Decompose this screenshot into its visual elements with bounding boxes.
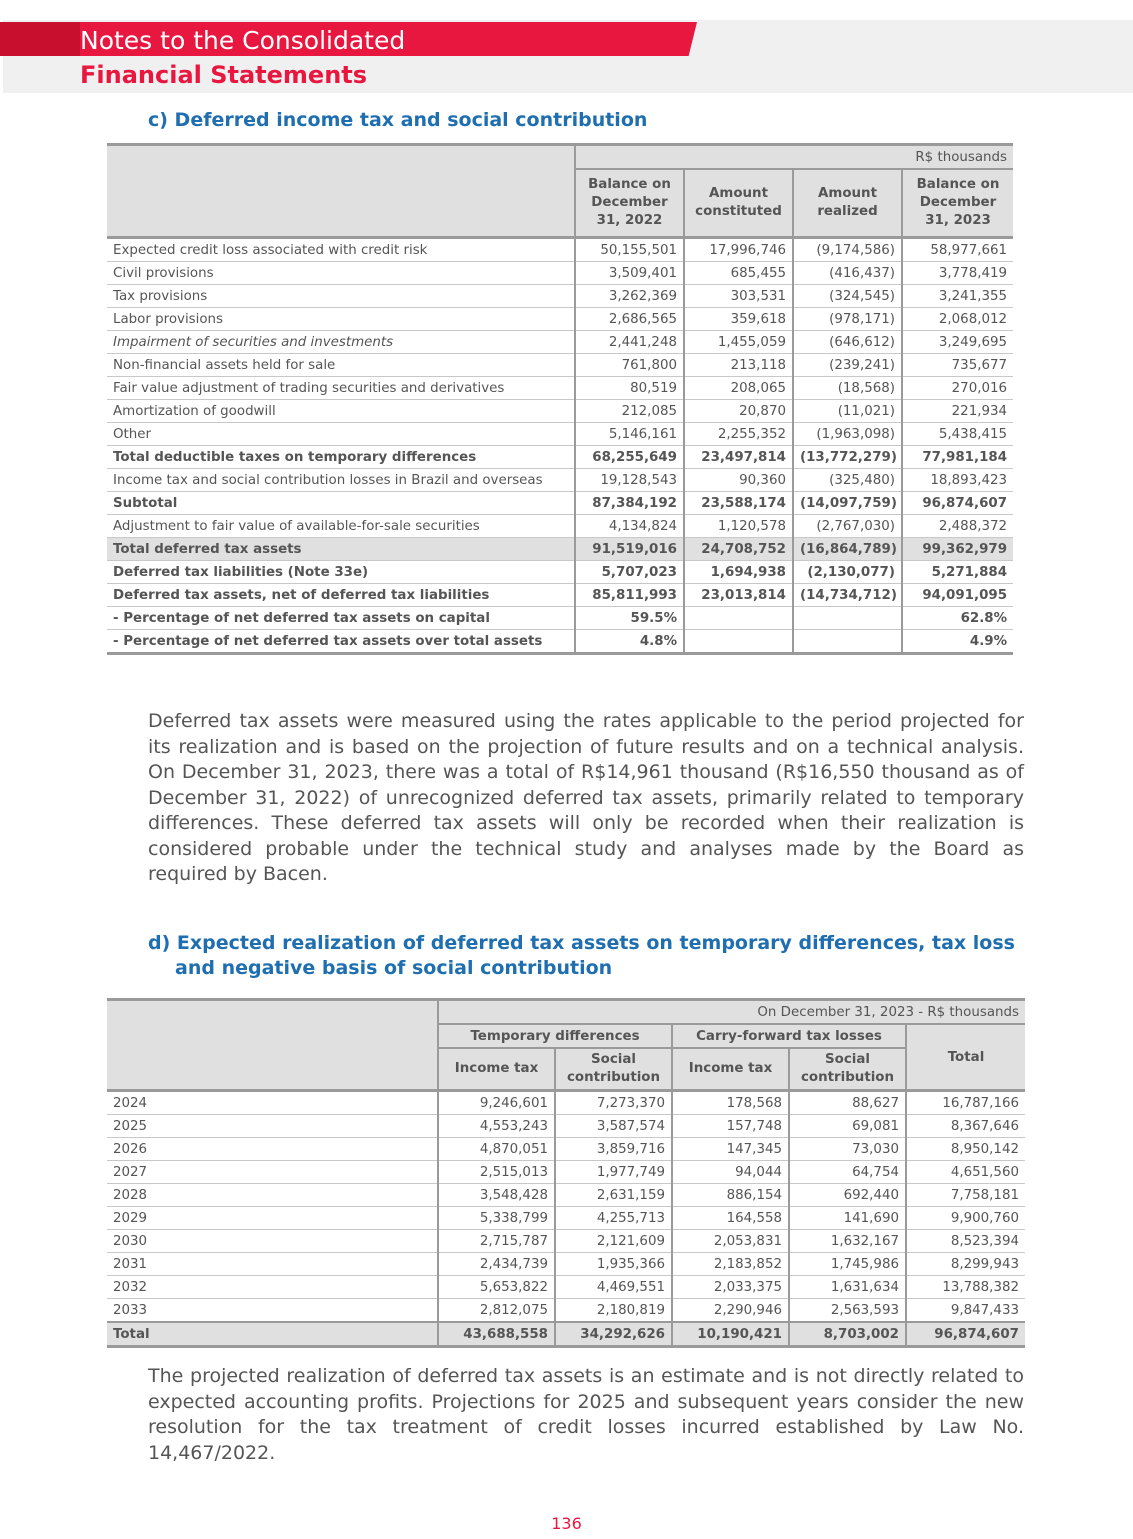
cell-value: 59.5%	[575, 607, 684, 630]
total-value: 96,874,607	[906, 1322, 1025, 1347]
cell-value: 213,118	[684, 354, 793, 377]
total-value: 43,688,558	[438, 1322, 555, 1347]
row-label: Expected credit loss associated with credit risk	[107, 238, 575, 262]
cell-value: 164,558	[672, 1207, 789, 1230]
row-year: 2031	[107, 1253, 438, 1276]
cell-value: 68,255,649	[575, 446, 684, 469]
cell-value: 2,715,787	[438, 1230, 555, 1253]
cell-value: 4,651,560	[906, 1161, 1025, 1184]
paragraph-projection-note: The projected realization of deferred tax assets is an estimate and is not directly related to expected accounting profits. Projections for 2025 and subsequent years consider the new resolution for the tax treatment of credit losses incurred established by Law No. 14,467/2022.	[148, 1365, 1024, 1464]
cell-value: 4,469,551	[555, 1276, 672, 1299]
cell-value: 761,800	[575, 354, 684, 377]
table-row	[107, 354, 1013, 377]
cell-value: 2,255,352	[684, 423, 793, 446]
cell-value: 3,509,401	[575, 262, 684, 285]
row-label: Other	[107, 423, 575, 446]
row-year: 2029	[107, 1207, 438, 1230]
cell-value: 1,120,578	[684, 515, 793, 538]
cell-value: 208,065	[684, 377, 793, 400]
cell-value: 23,497,814	[684, 446, 793, 469]
table-row	[107, 446, 1013, 469]
cell-value: 9,847,433	[906, 1299, 1025, 1323]
cell-value: (14,734,712)	[793, 584, 902, 607]
cell-value: 8,950,142	[906, 1138, 1025, 1161]
table-row	[107, 561, 1013, 584]
cell-value: (2,767,030)	[793, 515, 902, 538]
cell-value: 3,587,574	[555, 1115, 672, 1138]
cell-value: 4.8%	[575, 630, 684, 654]
cell-value: 77,981,184	[902, 446, 1013, 469]
cell-value: 1,632,167	[789, 1230, 906, 1253]
row-label: Subtotal	[107, 492, 575, 515]
unit-label: On December 31, 2023 - R$ thousands	[438, 1000, 1025, 1025]
table-row	[107, 308, 1013, 331]
deferred-tax-table	[107, 143, 1013, 655]
row-label: Fair value adjustment of trading securities and derivatives	[107, 377, 575, 400]
cell-value: 73,030	[789, 1138, 906, 1161]
cell-value: 3,249,695	[902, 331, 1013, 354]
cell-value: 4,134,824	[575, 515, 684, 538]
cell-value: 212,085	[575, 400, 684, 423]
row-year: 2030	[107, 1230, 438, 1253]
cell-value: 24,708,752	[684, 538, 793, 561]
cell-value: 4.9%	[902, 630, 1013, 654]
row-label: Total deferred tax assets	[107, 538, 575, 561]
paragraph-deferred-measurement: Deferred tax assets were measured using the rates applicable to the period projected for its realization and is based on the projection of future results and on a technical analysis. On December 31, 2023, there was a total of R$14,961 thousand (R$16,550 thousand as of December 31, 2022) of unrecognized deferred tax assets, primarily related to temporary differences. These deferred tax assets will only be recorded when their realization is considered probable under the technical study and analyses made by the Board as required by Bacen.	[148, 710, 1024, 885]
cell-value: 13,788,382	[906, 1276, 1025, 1299]
cell-value: 99,362,979	[902, 538, 1013, 561]
header-red-accent	[0, 22, 80, 56]
row-label: - Percentage of net deferred tax assets on capital	[107, 607, 575, 630]
cell-value: 20,870	[684, 400, 793, 423]
cell-value: 3,778,419	[902, 262, 1013, 285]
cell-value: (978,171)	[793, 308, 902, 331]
cell-value: 692,440	[789, 1184, 906, 1207]
table-row	[107, 1115, 1025, 1138]
cell-value: 96,874,607	[902, 492, 1013, 515]
cell-value: 3,548,428	[438, 1184, 555, 1207]
cell-value: 2,183,852	[672, 1253, 789, 1276]
col-header-constituted: Amount constituted	[684, 169, 793, 238]
cell-value: 9,246,601	[438, 1091, 555, 1115]
table-row	[107, 1091, 1025, 1115]
table-row	[107, 377, 1013, 400]
cell-value: 1,977,749	[555, 1161, 672, 1184]
cell-value: (416,437)	[793, 262, 902, 285]
cell-value: 886,154	[672, 1184, 789, 1207]
cell-value: 80,519	[575, 377, 684, 400]
cell-value: 3,241,355	[902, 285, 1013, 308]
row-label: Civil provisions	[107, 262, 575, 285]
group-temporary-differences: Temporary differences	[438, 1024, 672, 1048]
header-title-line1: Notes to the Consolidated	[80, 26, 406, 55]
cell-value: 270,016	[902, 377, 1013, 400]
expected-realization-table	[107, 998, 1025, 1348]
table-row	[107, 1230, 1025, 1253]
unit-row	[107, 145, 1013, 170]
cell-value: 1,935,366	[555, 1253, 672, 1276]
cell-value	[684, 607, 793, 630]
row-year: 2026	[107, 1138, 438, 1161]
cell-value: 1,745,986	[789, 1253, 906, 1276]
cell-value: 1,455,059	[684, 331, 793, 354]
cell-value: 85,811,993	[575, 584, 684, 607]
row-label: Adjustment to fair value of available-for-sale securities	[107, 515, 575, 538]
row-year: 2027	[107, 1161, 438, 1184]
table-row	[107, 630, 1013, 654]
cell-value: 4,255,713	[555, 1207, 672, 1230]
cell-value	[684, 630, 793, 654]
cell-value: 685,455	[684, 262, 793, 285]
column-header-row	[107, 169, 1013, 238]
cell-value: 58,977,661	[902, 238, 1013, 262]
table-row	[107, 1207, 1025, 1230]
cell-value: 303,531	[684, 285, 793, 308]
header-title-line2: Financial Statements	[80, 61, 368, 89]
cell-value: 4,553,243	[438, 1115, 555, 1138]
row-label: Impairment of securities and investments	[107, 331, 575, 354]
table-row	[107, 469, 1013, 492]
cell-value: (239,241)	[793, 354, 902, 377]
cell-value: (1,963,098)	[793, 423, 902, 446]
cell-value: 2,686,565	[575, 308, 684, 331]
cell-value: 141,690	[789, 1207, 906, 1230]
cell-value: 8,299,943	[906, 1253, 1025, 1276]
table-row	[107, 1184, 1025, 1207]
table-row	[107, 1299, 1025, 1323]
section-c-title: c) Deferred income tax and social contribution	[148, 109, 648, 131]
cell-value: 359,618	[684, 308, 793, 331]
row-label: Income tax and social contribution losses in Brazil and overseas	[107, 469, 575, 492]
cell-value: (646,612)	[793, 331, 902, 354]
cell-value: 178,568	[672, 1091, 789, 1115]
row-label: Total deductible taxes on temporary differences	[107, 446, 575, 469]
total-value: 8,703,002	[789, 1322, 906, 1347]
page-number: 136	[551, 1514, 582, 1533]
row-year: 2025	[107, 1115, 438, 1138]
col-header-carry-income-tax: Income tax	[672, 1048, 789, 1091]
cell-value: 2,434,739	[438, 1253, 555, 1276]
cell-value: 5,146,161	[575, 423, 684, 446]
col-header-total: Total	[906, 1024, 1025, 1091]
table-row	[107, 1253, 1025, 1276]
group-carry-forward: Carry-forward tax losses	[672, 1024, 906, 1048]
row-year: 2033	[107, 1299, 438, 1323]
col-header-realized: Amount realized	[793, 169, 902, 238]
unit-row	[107, 1000, 1025, 1025]
cell-value: 4,870,051	[438, 1138, 555, 1161]
col-header-temp-income-tax: Income tax	[438, 1048, 555, 1091]
cell-value: 64,754	[789, 1161, 906, 1184]
table-row	[107, 423, 1013, 446]
row-label: Tax provisions	[107, 285, 575, 308]
cell-value: 5,653,822	[438, 1276, 555, 1299]
table-row	[107, 331, 1013, 354]
row-label: - Percentage of net deferred tax assets over total assets	[107, 630, 575, 654]
cell-value: 18,893,423	[902, 469, 1013, 492]
total-value: 10,190,421	[672, 1322, 789, 1347]
col-header-carry-social: Social contribution	[789, 1048, 906, 1091]
cell-value: (13,772,279)	[793, 446, 902, 469]
col-header-temp-social: Social contribution	[555, 1048, 672, 1091]
cell-value: 91,519,016	[575, 538, 684, 561]
cell-value: 5,271,884	[902, 561, 1013, 584]
total-label: Total	[107, 1322, 438, 1347]
cell-value: 94,091,095	[902, 584, 1013, 607]
table-row	[107, 538, 1013, 561]
cell-value: 50,155,501	[575, 238, 684, 262]
cell-value: 19,128,543	[575, 469, 684, 492]
cell-value	[793, 630, 902, 654]
table-row	[107, 400, 1013, 423]
cell-value: 2,033,375	[672, 1276, 789, 1299]
cell-value: 87,384,192	[575, 492, 684, 515]
cell-value: (16,864,789)	[793, 538, 902, 561]
cell-value: 2,441,248	[575, 331, 684, 354]
cell-value: 3,262,369	[575, 285, 684, 308]
cell-value: 9,900,760	[906, 1207, 1025, 1230]
cell-value: 2,121,609	[555, 1230, 672, 1253]
cell-value: 16,787,166	[906, 1091, 1025, 1115]
section-d-title	[148, 931, 1015, 981]
cell-value: 17,996,746	[684, 238, 793, 262]
row-year: 2028	[107, 1184, 438, 1207]
cell-value: 2,488,372	[902, 515, 1013, 538]
total-row	[107, 1322, 1025, 1347]
table-row	[107, 1276, 1025, 1299]
table-row	[107, 584, 1013, 607]
cell-value: 157,748	[672, 1115, 789, 1138]
cell-value: 1,631,634	[789, 1276, 906, 1299]
cell-value: 735,677	[902, 354, 1013, 377]
cell-value: 2,563,593	[789, 1299, 906, 1323]
row-label: Labor provisions	[107, 308, 575, 331]
cell-value: 88,627	[789, 1091, 906, 1115]
cell-value: (2,130,077)	[793, 561, 902, 584]
table-row	[107, 285, 1013, 308]
sub-header-row	[107, 1048, 1025, 1091]
row-label: Non-financial assets held for sale	[107, 354, 575, 377]
table-row	[107, 1138, 1025, 1161]
cell-value: 3,859,716	[555, 1138, 672, 1161]
cell-value: 23,013,814	[684, 584, 793, 607]
cell-value: 5,707,023	[575, 561, 684, 584]
group-header-row	[107, 1024, 1025, 1048]
section-d-title-line1: d) Expected realization of deferred tax assets on temporary differences, tax loss	[148, 932, 1015, 954]
cell-value: (11,021)	[793, 400, 902, 423]
cell-value: 2,068,012	[902, 308, 1013, 331]
cell-value: (9,174,586)	[793, 238, 902, 262]
cell-value: (324,545)	[793, 285, 902, 308]
cell-value: 62.8%	[902, 607, 1013, 630]
cell-value: 5,438,415	[902, 423, 1013, 446]
cell-value: 7,758,181	[906, 1184, 1025, 1207]
table-row	[107, 262, 1013, 285]
cell-value: 2,053,831	[672, 1230, 789, 1253]
row-year: 2024	[107, 1091, 438, 1115]
cell-value: 94,044	[672, 1161, 789, 1184]
table-row	[107, 1161, 1025, 1184]
cell-value: 69,081	[789, 1115, 906, 1138]
total-value: 34,292,626	[555, 1322, 672, 1347]
table-row	[107, 492, 1013, 515]
cell-value: 8,523,394	[906, 1230, 1025, 1253]
cell-value	[793, 607, 902, 630]
cell-value: (325,480)	[793, 469, 902, 492]
cell-value: 1,694,938	[684, 561, 793, 584]
row-label: Amortization of goodwill	[107, 400, 575, 423]
cell-value: 2,180,819	[555, 1299, 672, 1323]
cell-value: 2,631,159	[555, 1184, 672, 1207]
cell-value: (18,568)	[793, 377, 902, 400]
cell-value: 2,515,013	[438, 1161, 555, 1184]
cell-value: 8,367,646	[906, 1115, 1025, 1138]
row-label: Deferred tax assets, net of deferred tax liabilities	[107, 584, 575, 607]
cell-value: 147,345	[672, 1138, 789, 1161]
table-row	[107, 607, 1013, 630]
unit-label: R$ thousands	[575, 145, 1013, 170]
row-year: 2032	[107, 1276, 438, 1299]
section-d-title-line2: and negative basis of social contribution	[175, 957, 613, 979]
col-header-balance-2023: Balance on December 31, 2023	[902, 169, 1013, 238]
row-label: Deferred tax liabilities (Note 33e)	[107, 561, 575, 584]
cell-value: 23,588,174	[684, 492, 793, 515]
cell-value: 2,812,075	[438, 1299, 555, 1323]
col-header-balance-2022: Balance on December 31, 2022	[575, 169, 684, 238]
table-row	[107, 515, 1013, 538]
cell-value: 90,360	[684, 469, 793, 492]
cell-value: 221,934	[902, 400, 1013, 423]
table-row	[107, 238, 1013, 262]
cell-value: 5,338,799	[438, 1207, 555, 1230]
cell-value: 7,273,370	[555, 1091, 672, 1115]
cell-value: (14,097,759)	[793, 492, 902, 515]
cell-value: 2,290,946	[672, 1299, 789, 1323]
